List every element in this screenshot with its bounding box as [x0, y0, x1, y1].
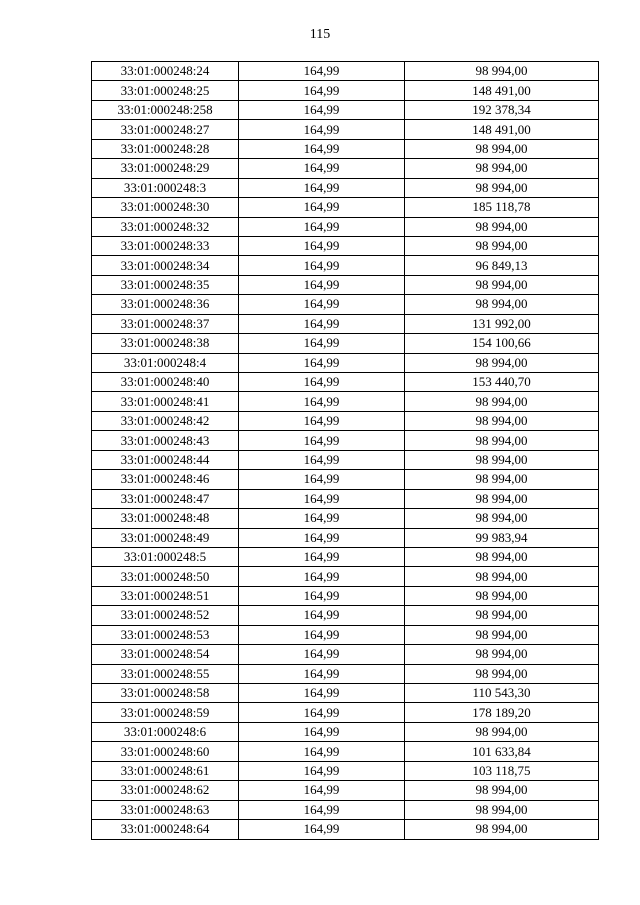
area-cell: 164,99	[239, 373, 405, 392]
value-cell: 98 994,00	[405, 431, 599, 450]
cadastral-number-cell: 33:01:000248:28	[92, 139, 239, 158]
value-cell: 98 994,00	[405, 606, 599, 625]
cadastral-number-cell: 33:01:000248:37	[92, 314, 239, 333]
area-cell: 164,99	[239, 139, 405, 158]
cadastral-number-cell: 33:01:000248:34	[92, 256, 239, 275]
cadastral-number-cell: 33:01:000248:58	[92, 684, 239, 703]
cadastral-number-cell: 33:01:000248:36	[92, 295, 239, 314]
value-cell: 98 994,00	[405, 820, 599, 839]
value-cell: 98 994,00	[405, 567, 599, 586]
cadastral-number-cell: 33:01:000248:60	[92, 742, 239, 761]
area-cell: 164,99	[239, 489, 405, 508]
table-row	[92, 509, 599, 528]
area-cell: 164,99	[239, 314, 405, 333]
table-row	[92, 256, 599, 275]
area-cell: 164,99	[239, 528, 405, 547]
value-cell: 148 491,00	[405, 81, 599, 100]
area-cell: 164,99	[239, 392, 405, 411]
table-row	[92, 742, 599, 761]
cadastral-number-cell: 33:01:000248:6	[92, 722, 239, 741]
cadastral-number-cell: 33:01:000248:38	[92, 334, 239, 353]
cadastral-number-cell: 33:01:000248:61	[92, 761, 239, 780]
cadastral-number-cell: 33:01:000248:54	[92, 645, 239, 664]
table-row	[92, 411, 599, 430]
page-number: 115	[309, 27, 331, 42]
area-cell: 164,99	[239, 334, 405, 353]
area-cell: 164,99	[239, 703, 405, 722]
table-row	[92, 353, 599, 372]
value-cell: 98 994,00	[405, 159, 599, 178]
cadastral-number-cell: 33:01:000248:33	[92, 236, 239, 255]
cadastral-number-cell: 33:01:000248:3	[92, 178, 239, 197]
area-cell: 164,99	[239, 100, 405, 119]
value-cell: 153 440,70	[405, 373, 599, 392]
cadastral-number-cell: 33:01:000248:44	[92, 450, 239, 469]
table-row	[92, 703, 599, 722]
value-cell: 98 994,00	[405, 586, 599, 605]
table-row	[92, 586, 599, 605]
table-row	[92, 120, 599, 139]
area-cell: 164,99	[239, 295, 405, 314]
table-row	[92, 781, 599, 800]
area-cell: 164,99	[239, 509, 405, 528]
table-row	[92, 567, 599, 586]
cadastral-number-cell: 33:01:000248:4	[92, 353, 239, 372]
value-cell: 154 100,66	[405, 334, 599, 353]
value-cell: 98 994,00	[405, 62, 599, 81]
value-cell: 185 118,78	[405, 198, 599, 217]
area-cell: 164,99	[239, 81, 405, 100]
cadastral-number-cell: 33:01:000248:40	[92, 373, 239, 392]
area-cell: 164,99	[239, 742, 405, 761]
cadastral-number-cell: 33:01:000248:24	[92, 62, 239, 81]
area-cell: 164,99	[239, 761, 405, 780]
table-row	[92, 373, 599, 392]
cadastral-number-cell: 33:01:000248:55	[92, 664, 239, 683]
value-cell: 98 994,00	[405, 275, 599, 294]
value-cell: 98 994,00	[405, 645, 599, 664]
value-cell: 192 378,34	[405, 100, 599, 119]
table-row	[92, 392, 599, 411]
cadastral-number-cell: 33:01:000248:32	[92, 217, 239, 236]
cadastral-number-cell: 33:01:000248:35	[92, 275, 239, 294]
cadastral-number-cell: 33:01:000248:63	[92, 800, 239, 819]
table-row	[92, 722, 599, 741]
table-body	[92, 62, 599, 840]
table-row	[92, 236, 599, 255]
area-cell: 164,99	[239, 664, 405, 683]
cadastral-number-cell: 33:01:000248:49	[92, 528, 239, 547]
table-row	[92, 664, 599, 683]
cadastral-number-cell: 33:01:000248:5	[92, 547, 239, 566]
table-row	[92, 820, 599, 839]
table-row	[92, 470, 599, 489]
cadastral-number-cell: 33:01:000248:25	[92, 81, 239, 100]
area-cell: 164,99	[239, 645, 405, 664]
table-row	[92, 334, 599, 353]
table-row	[92, 684, 599, 703]
value-cell: 98 994,00	[405, 392, 599, 411]
value-cell: 98 994,00	[405, 178, 599, 197]
value-cell: 98 994,00	[405, 236, 599, 255]
table-row	[92, 100, 599, 119]
area-cell: 164,99	[239, 353, 405, 372]
value-cell: 110 543,30	[405, 684, 599, 703]
value-cell: 148 491,00	[405, 120, 599, 139]
table-row	[92, 431, 599, 450]
cadastral-number-cell: 33:01:000248:51	[92, 586, 239, 605]
cadastral-number-cell: 33:01:000248:46	[92, 470, 239, 489]
cadastral-number-cell: 33:01:000248:47	[92, 489, 239, 508]
area-cell: 164,99	[239, 236, 405, 255]
area-cell: 164,99	[239, 431, 405, 450]
value-cell: 98 994,00	[405, 781, 599, 800]
table-row	[92, 606, 599, 625]
table-row	[92, 295, 599, 314]
area-cell: 164,99	[239, 120, 405, 139]
table-row	[92, 159, 599, 178]
table-row	[92, 178, 599, 197]
cadastral-number-cell: 33:01:000248:53	[92, 625, 239, 644]
cadastral-number-cell: 33:01:000248:258	[92, 100, 239, 119]
cadastral-number-cell: 33:01:000248:30	[92, 198, 239, 217]
value-cell: 103 118,75	[405, 761, 599, 780]
value-cell: 98 994,00	[405, 722, 599, 741]
table-row	[92, 547, 599, 566]
area-cell: 164,99	[239, 625, 405, 644]
value-cell: 98 994,00	[405, 509, 599, 528]
table-row	[92, 761, 599, 780]
value-cell: 98 994,00	[405, 411, 599, 430]
table-row	[92, 198, 599, 217]
area-cell: 164,99	[239, 684, 405, 703]
value-cell: 98 994,00	[405, 547, 599, 566]
table-row	[92, 450, 599, 469]
area-cell: 164,99	[239, 62, 405, 81]
area-cell: 164,99	[239, 470, 405, 489]
table-row	[92, 62, 599, 81]
area-cell: 164,99	[239, 450, 405, 469]
value-cell: 98 994,00	[405, 800, 599, 819]
cadastral-number-cell: 33:01:000248:41	[92, 392, 239, 411]
table-row	[92, 800, 599, 819]
value-cell: 178 189,20	[405, 703, 599, 722]
value-cell: 98 994,00	[405, 295, 599, 314]
area-cell: 164,99	[239, 178, 405, 197]
value-cell: 96 849,13	[405, 256, 599, 275]
table-row	[92, 528, 599, 547]
table-row	[92, 275, 599, 294]
area-cell: 164,99	[239, 586, 405, 605]
value-cell: 98 994,00	[405, 664, 599, 683]
table-row	[92, 81, 599, 100]
area-cell: 164,99	[239, 159, 405, 178]
value-cell: 98 994,00	[405, 353, 599, 372]
cadastral-number-cell: 33:01:000248:43	[92, 431, 239, 450]
table-row	[92, 645, 599, 664]
cadastral-number-cell: 33:01:000248:62	[92, 781, 239, 800]
table-row	[92, 489, 599, 508]
value-cell: 98 994,00	[405, 489, 599, 508]
value-cell: 98 994,00	[405, 450, 599, 469]
area-cell: 164,99	[239, 781, 405, 800]
cadastral-table	[91, 61, 599, 840]
cadastral-number-cell: 33:01:000248:27	[92, 120, 239, 139]
table-row	[92, 625, 599, 644]
area-cell: 164,99	[239, 217, 405, 236]
area-cell: 164,99	[239, 800, 405, 819]
area-cell: 164,99	[239, 275, 405, 294]
value-cell: 98 994,00	[405, 217, 599, 236]
area-cell: 164,99	[239, 567, 405, 586]
value-cell: 98 994,00	[405, 470, 599, 489]
area-cell: 164,99	[239, 256, 405, 275]
cadastral-number-cell: 33:01:000248:52	[92, 606, 239, 625]
value-cell: 98 994,00	[405, 625, 599, 644]
table-row	[92, 314, 599, 333]
cadastral-number-cell: 33:01:000248:50	[92, 567, 239, 586]
area-cell: 164,99	[239, 722, 405, 741]
cadastral-number-cell: 33:01:000248:48	[92, 509, 239, 528]
area-cell: 164,99	[239, 606, 405, 625]
cadastral-number-cell: 33:01:000248:64	[92, 820, 239, 839]
value-cell: 99 983,94	[405, 528, 599, 547]
area-cell: 164,99	[239, 411, 405, 430]
table-row	[92, 217, 599, 236]
area-cell: 164,99	[239, 198, 405, 217]
value-cell: 101 633,84	[405, 742, 599, 761]
cadastral-number-cell: 33:01:000248:29	[92, 159, 239, 178]
area-cell: 164,99	[239, 547, 405, 566]
table-row	[92, 139, 599, 158]
value-cell: 98 994,00	[405, 139, 599, 158]
area-cell: 164,99	[239, 820, 405, 839]
cadastral-number-cell: 33:01:000248:59	[92, 703, 239, 722]
cadastral-number-cell: 33:01:000248:42	[92, 411, 239, 430]
value-cell: 131 992,00	[405, 314, 599, 333]
